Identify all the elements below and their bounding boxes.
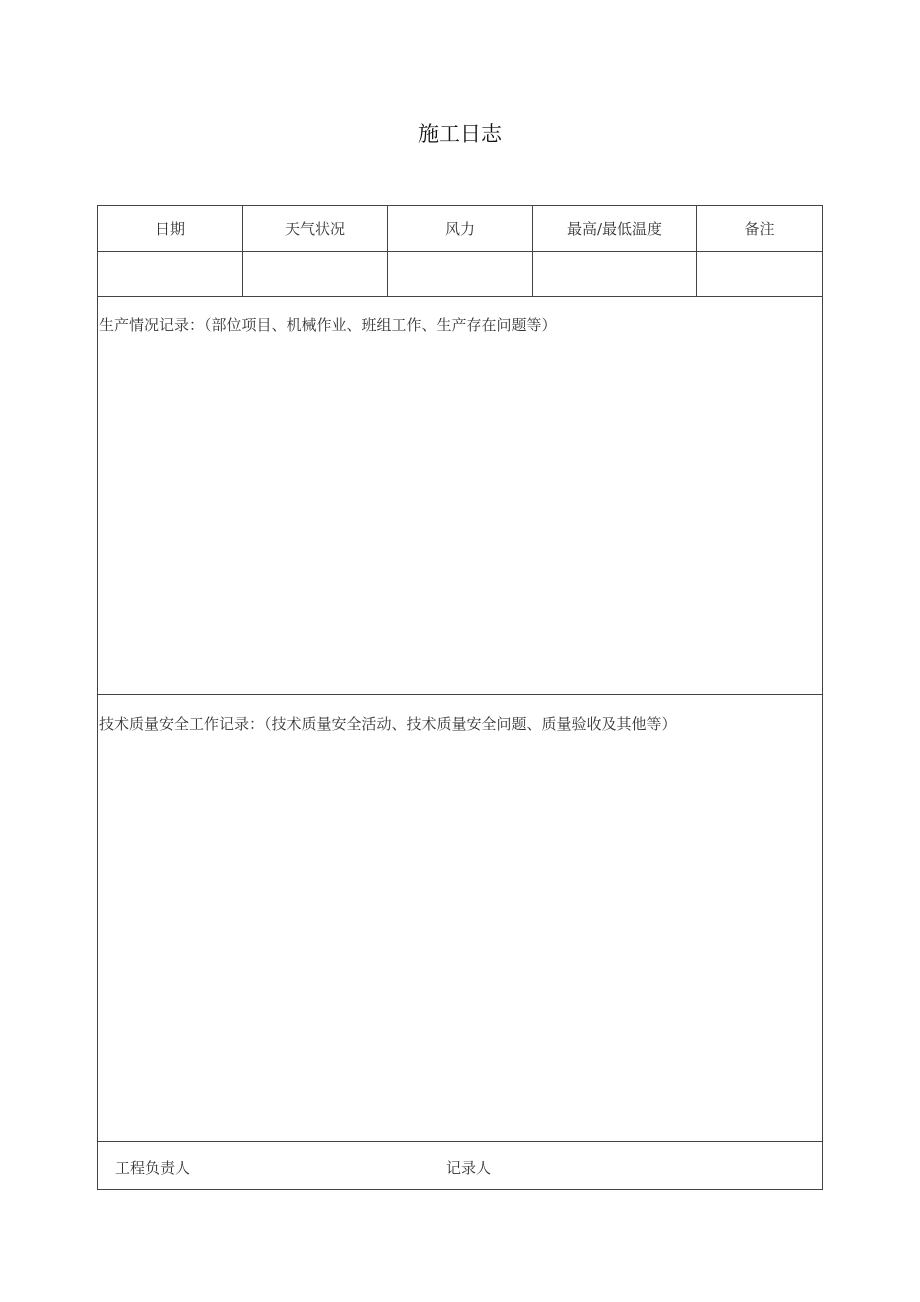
header-date: 日期	[98, 206, 243, 251]
construction-log-table	[97, 205, 823, 1190]
production-record-section[interactable]	[98, 297, 822, 695]
project-manager-label: 工程负责人	[115, 1159, 191, 1177]
table-header-row	[98, 206, 822, 252]
quality-safety-record-section[interactable]	[98, 695, 822, 1142]
page-title: 施工日志	[418, 122, 502, 146]
header-weather: 天气状况	[243, 206, 388, 251]
wind-value-cell[interactable]	[388, 251, 533, 296]
quality-safety-record-label: 技术质量安全工作记录：（技术质量安全活动、技术质量安全问题、质量验收及其他等）	[99, 715, 677, 733]
header-remarks: 备注	[744, 220, 775, 238]
date-value-cell[interactable]	[98, 251, 243, 296]
signature-row	[98, 1142, 822, 1189]
production-record-label: 生产情况记录：（部位项目、机械作业、班组工作、生产存在问题等）	[99, 316, 557, 334]
header-temperature: 最高/最低温度	[533, 206, 697, 251]
table-value-row	[98, 251, 822, 297]
header-wind: 风力	[388, 206, 533, 251]
recorder-label: 记录人	[446, 1159, 492, 1177]
weather-value-cell[interactable]	[243, 251, 388, 296]
temperature-value-cell[interactable]	[533, 251, 697, 296]
remarks-value-cell[interactable]	[697, 251, 822, 296]
